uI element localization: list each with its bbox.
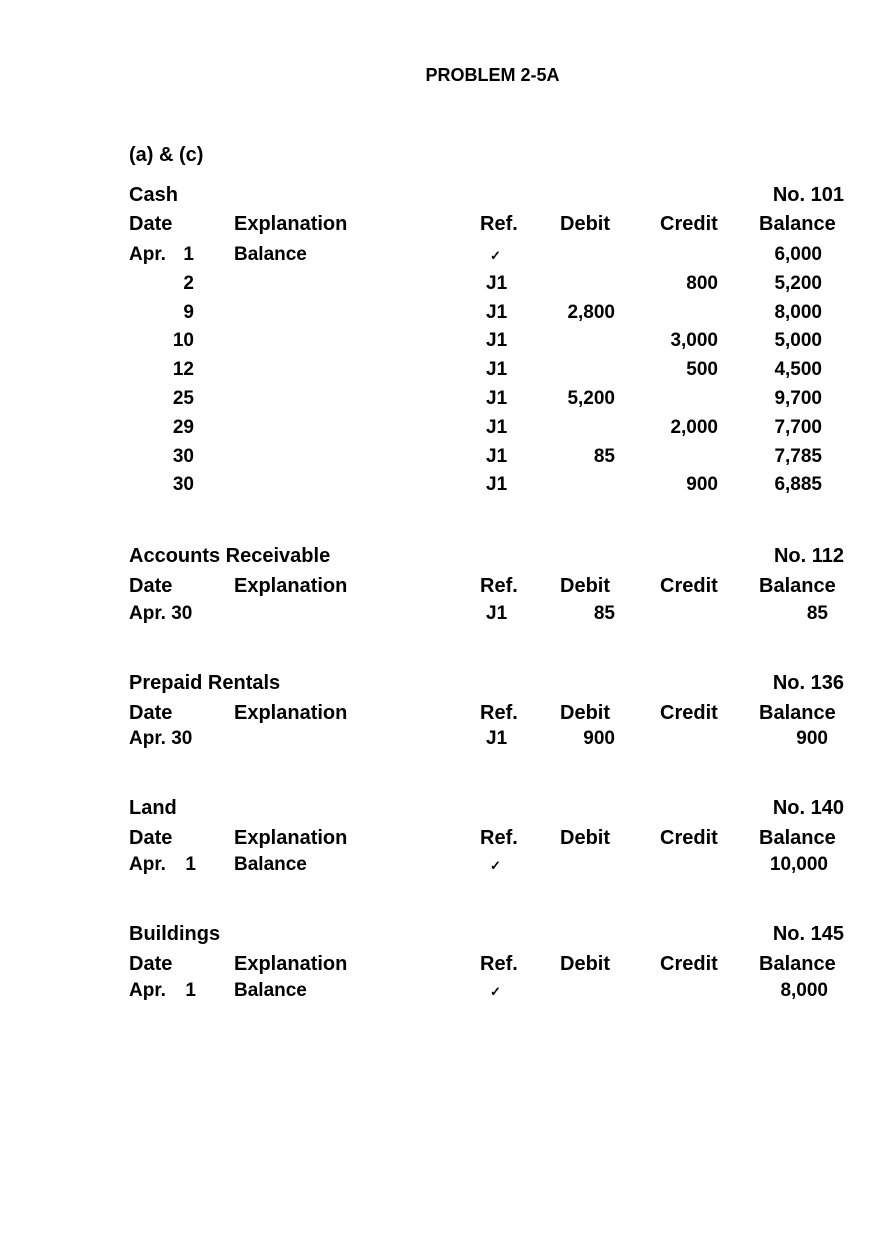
row-day: 12 <box>172 359 194 380</box>
ledger-row <box>0 474 880 496</box>
ledger-row <box>0 359 880 381</box>
row-ref: J1 <box>486 302 508 323</box>
row-debit: 2,800 <box>567 302 615 323</box>
row-balance: 6,000 <box>774 244 822 265</box>
row-explanation: Balance <box>234 980 307 1001</box>
row-credit: 900 <box>686 474 718 495</box>
row-credit: 2,000 <box>670 417 718 438</box>
row-ref: J1 <box>486 330 508 351</box>
ledger-row <box>0 302 880 324</box>
row-ref: J1 <box>486 474 508 495</box>
ledger-row <box>0 388 880 410</box>
row-day: 30 <box>172 446 194 467</box>
row-month: Apr. <box>129 244 166 265</box>
ledger-row <box>0 446 880 468</box>
ledger-row <box>0 603 880 625</box>
row-ref: J1 <box>486 446 508 467</box>
row-day: 2 <box>183 273 194 294</box>
header-debit: Debit <box>560 702 610 724</box>
account-name: Prepaid Rentals <box>129 672 281 694</box>
row-day: 9 <box>183 302 194 323</box>
row-balance: 5,000 <box>774 330 822 351</box>
row-ref: J1 <box>486 728 508 749</box>
account-name: Accounts Receivable <box>129 545 331 567</box>
header-date: Date <box>129 827 173 849</box>
row-day: 25 <box>172 388 194 409</box>
account-number: No. 112 <box>773 545 844 567</box>
row-debit: 85 <box>593 603 615 624</box>
row-balance: 7,785 <box>774 446 822 467</box>
row-ref: J1 <box>486 388 508 409</box>
row-balance: 8,000 <box>780 980 828 1001</box>
ledger-row <box>0 980 880 1002</box>
header-balance: Balance <box>759 575 836 597</box>
row-ref: J1 <box>486 417 508 438</box>
row-day: 1 <box>185 854 196 875</box>
header-date: Date <box>129 702 173 724</box>
header-debit: Debit <box>560 575 610 597</box>
row-debit: 85 <box>593 446 615 467</box>
header-date: Date <box>129 213 173 235</box>
checkmark-icon: ✓ <box>490 248 501 263</box>
checkmark-icon: ✓ <box>490 984 501 999</box>
row-month: Apr. 30 <box>129 603 193 624</box>
header-balance: Balance <box>759 953 836 975</box>
ledger-row <box>0 854 880 876</box>
row-balance: 6,885 <box>774 474 822 495</box>
row-day: 29 <box>172 417 194 438</box>
account-name: Land <box>129 797 177 819</box>
row-balance: 10,000 <box>769 854 828 875</box>
account-name: Cash <box>129 184 178 206</box>
account-number: No. 136 <box>772 672 844 694</box>
account-number: No. 101 <box>772 184 844 206</box>
row-ref: J1 <box>486 359 508 380</box>
row-credit: 3,000 <box>670 330 718 351</box>
header-date: Date <box>129 575 173 597</box>
row-explanation: Balance <box>234 244 307 265</box>
header-explanation: Explanation <box>234 575 348 597</box>
row-explanation: Balance <box>234 854 307 875</box>
account-name: Buildings <box>129 923 221 945</box>
row-month: Apr. <box>129 980 166 1001</box>
ledger-row <box>0 273 880 295</box>
header-balance: Balance <box>759 702 836 724</box>
account-number: No. 145 <box>772 923 844 945</box>
ledger-row <box>0 417 880 439</box>
header-debit: Debit <box>560 953 610 975</box>
header-credit: Credit <box>660 213 718 235</box>
header-debit: Debit <box>560 827 610 849</box>
row-balance: 9,700 <box>774 388 822 409</box>
header-balance: Balance <box>759 827 836 849</box>
account-number: No. 140 <box>772 797 844 819</box>
row-balance: 8,000 <box>774 302 822 323</box>
row-balance: 4,500 <box>774 359 822 380</box>
row-day: 1 <box>183 244 194 265</box>
header-credit: Credit <box>660 953 718 975</box>
header-debit: Debit <box>560 213 610 235</box>
page-title: PROBLEM 2-5A <box>425 65 560 85</box>
row-month: Apr. <box>129 854 166 875</box>
header-balance: Balance <box>759 213 836 235</box>
row-day: 10 <box>172 330 194 351</box>
ledger-row <box>0 244 880 266</box>
row-balance: 900 <box>796 728 828 749</box>
row-day: 1 <box>185 980 196 1001</box>
header-ref: Ref. <box>480 953 518 975</box>
row-balance: 7,700 <box>774 417 822 438</box>
row-credit: 800 <box>686 273 718 294</box>
header-credit: Credit <box>660 827 718 849</box>
header-explanation: Explanation <box>234 213 348 235</box>
row-balance: 85 <box>806 603 828 624</box>
header-ref: Ref. <box>480 827 518 849</box>
header-explanation: Explanation <box>234 953 348 975</box>
row-debit: 5,200 <box>567 388 615 409</box>
row-debit: 900 <box>583 728 615 749</box>
section-label: (a) & (c) <box>129 144 204 166</box>
row-ref: J1 <box>486 603 508 624</box>
row-ref: J1 <box>486 273 508 294</box>
ledger-row <box>0 728 880 750</box>
header-credit: Credit <box>660 575 718 597</box>
row-month: Apr. 30 <box>129 728 193 749</box>
row-credit: 500 <box>686 359 718 380</box>
ledger-row <box>0 330 880 352</box>
row-balance: 5,200 <box>774 273 822 294</box>
checkmark-icon: ✓ <box>490 858 501 873</box>
header-ref: Ref. <box>480 213 518 235</box>
header-explanation: Explanation <box>234 827 348 849</box>
header-ref: Ref. <box>480 575 518 597</box>
header-ref: Ref. <box>480 702 518 724</box>
header-explanation: Explanation <box>234 702 348 724</box>
row-day: 30 <box>172 474 194 495</box>
header-date: Date <box>129 953 173 975</box>
header-credit: Credit <box>660 702 718 724</box>
